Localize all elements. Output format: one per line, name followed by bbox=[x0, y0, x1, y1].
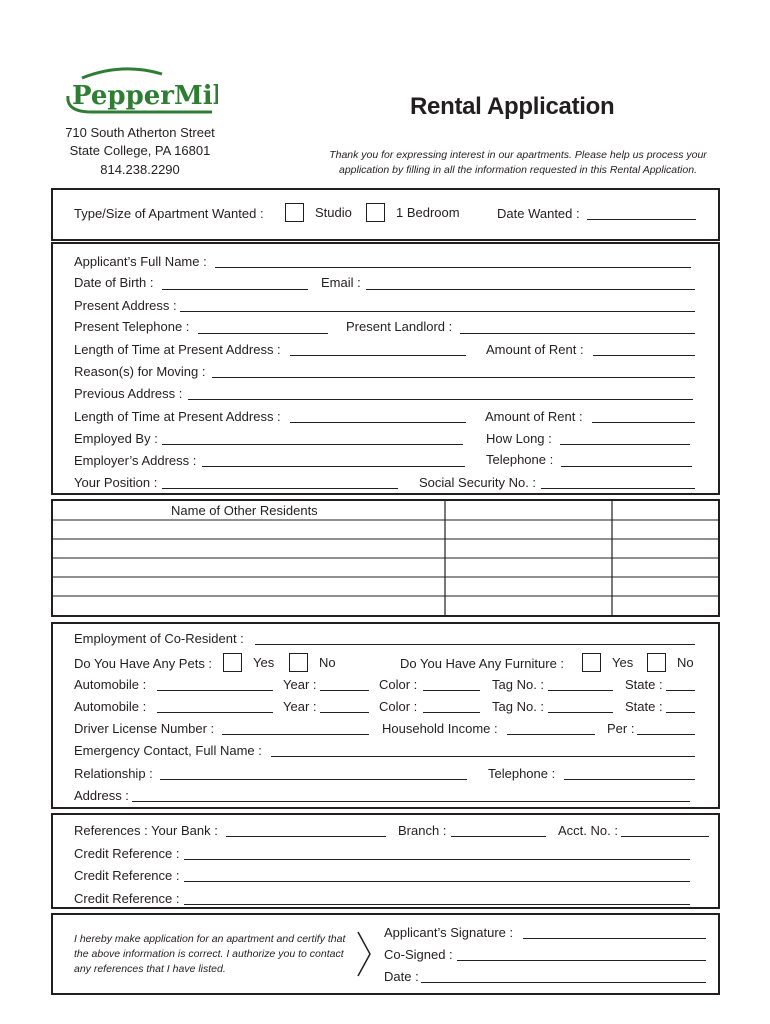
how-long-label: How Long : bbox=[486, 431, 552, 446]
studio-checkbox[interactable] bbox=[285, 203, 304, 222]
employed-by-field[interactable] bbox=[162, 444, 463, 445]
telephone-label: Telephone : bbox=[486, 452, 554, 467]
credit-reference-1-field[interactable] bbox=[184, 859, 690, 860]
email-field[interactable] bbox=[366, 289, 695, 290]
dob-field[interactable] bbox=[162, 289, 308, 290]
furniture-no-label: No bbox=[677, 655, 694, 670]
present-landlord-label: Present Landlord : bbox=[346, 319, 453, 334]
your-position-field[interactable] bbox=[162, 488, 398, 489]
studio-label: Studio bbox=[315, 205, 352, 220]
logo-text: PepperMill bbox=[72, 81, 218, 111]
residents-table bbox=[51, 499, 720, 617]
email-label: Email : bbox=[321, 275, 361, 290]
your-bank-field[interactable] bbox=[226, 836, 386, 837]
co-signed-field[interactable] bbox=[457, 960, 706, 961]
credit-reference-2-label: Credit Reference : bbox=[74, 868, 180, 883]
color-1-field[interactable] bbox=[423, 690, 480, 691]
reasons-moving-field[interactable] bbox=[212, 377, 695, 378]
length-time-2-label: Length of Time at Present Address : bbox=[74, 409, 281, 424]
furniture-label: Do You Have Any Furniture : bbox=[400, 656, 565, 671]
emergency-contact-field[interactable] bbox=[271, 756, 695, 757]
address-field[interactable] bbox=[132, 801, 690, 802]
tag-1-field[interactable] bbox=[548, 690, 613, 691]
page-title: Rental Application bbox=[410, 93, 615, 120]
branch-field[interactable] bbox=[451, 836, 546, 837]
how-long-field[interactable] bbox=[560, 444, 690, 445]
state-1-field[interactable] bbox=[666, 690, 695, 691]
acct-no-label: Acct. No. : bbox=[558, 823, 618, 838]
co-signed-label: Co-Signed : bbox=[384, 947, 453, 962]
employer-address-label: Employer’s Address : bbox=[74, 453, 197, 468]
full-name-field[interactable] bbox=[215, 267, 691, 268]
furniture-no-checkbox[interactable] bbox=[647, 653, 666, 672]
applicant-signature-field[interactable] bbox=[523, 938, 706, 939]
address-line-1: 710 South Atherton Street bbox=[65, 125, 215, 140]
applicant-signature-label: Applicant’s Signature : bbox=[384, 925, 514, 940]
automobile-2-field[interactable] bbox=[157, 712, 273, 713]
pets-no-label: No bbox=[319, 655, 336, 670]
address-line-2: State College, PA 16801 bbox=[69, 143, 211, 158]
amount-rent-2-label: Amount of Rent : bbox=[485, 409, 583, 424]
credit-reference-3-label: Credit Reference : bbox=[74, 891, 180, 906]
state-2-field[interactable] bbox=[666, 712, 695, 713]
residents-header: Name of Other Residents bbox=[171, 503, 318, 518]
coresident-employment-label: Employment of Co-Resident : bbox=[74, 631, 244, 646]
your-bank-label: References : Your Bank : bbox=[74, 823, 218, 838]
date-field[interactable] bbox=[421, 982, 706, 983]
color-2-field[interactable] bbox=[423, 712, 480, 713]
credit-reference-1-label: Credit Reference : bbox=[74, 846, 180, 861]
color-1-label: Color : bbox=[379, 677, 418, 692]
employer-address-field[interactable] bbox=[202, 466, 465, 467]
certification-text: I hereby make application for an apartment and certify that the above information is correct. I authorize you to contact any references that I have listed. bbox=[74, 933, 346, 975]
state-2-label: State : bbox=[625, 699, 663, 714]
emergency-telephone-field[interactable] bbox=[564, 779, 695, 780]
pets-label: Do You Have Any Pets : bbox=[74, 656, 213, 671]
present-telephone-label: Present Telephone : bbox=[74, 319, 190, 334]
coresident-employment-field[interactable] bbox=[255, 644, 695, 645]
present-telephone-field[interactable] bbox=[198, 333, 328, 334]
one-bedroom-checkbox[interactable] bbox=[366, 203, 385, 222]
one-bedroom-label: 1 Bedroom bbox=[396, 205, 460, 220]
state-1-label: State : bbox=[625, 677, 663, 692]
present-address-label: Present Address : bbox=[74, 298, 177, 313]
length-time-1-field[interactable] bbox=[290, 355, 466, 356]
furniture-yes-label: Yes bbox=[612, 655, 634, 670]
pets-no-checkbox[interactable] bbox=[289, 653, 308, 672]
previous-address-label: Previous Address : bbox=[74, 386, 183, 401]
year-2-label: Year : bbox=[283, 699, 317, 714]
year-1-field[interactable] bbox=[320, 690, 369, 691]
present-landlord-field[interactable] bbox=[460, 333, 695, 334]
address-label: Address : bbox=[74, 788, 129, 803]
automobile-1-field[interactable] bbox=[157, 690, 273, 691]
amount-rent-1-field[interactable] bbox=[593, 355, 695, 356]
tag-2-field[interactable] bbox=[548, 712, 613, 713]
length-time-1-label: Length of Time at Present Address : bbox=[74, 342, 281, 357]
driver-license-field[interactable] bbox=[222, 734, 369, 735]
tag-2-label: Tag No. : bbox=[492, 699, 545, 714]
emergency-contact-label: Emergency Contact, Full Name : bbox=[74, 743, 262, 758]
credit-reference-2-field[interactable] bbox=[184, 881, 690, 882]
per-field[interactable] bbox=[637, 734, 695, 735]
telephone-field[interactable] bbox=[561, 466, 692, 467]
date-label: Date : bbox=[384, 969, 419, 984]
date-wanted-field[interactable] bbox=[587, 219, 696, 220]
reasons-moving-label: Reason(s) for Moving : bbox=[74, 364, 206, 379]
automobile-2-label: Automobile : bbox=[74, 699, 147, 714]
date-wanted-label: Date Wanted : bbox=[497, 206, 580, 221]
pets-yes-checkbox[interactable] bbox=[223, 653, 242, 672]
driver-license-label: Driver License Number : bbox=[74, 721, 215, 736]
automobile-1-label: Automobile : bbox=[74, 677, 147, 692]
phone-number: 814.238.2290 bbox=[100, 162, 180, 177]
year-2-field[interactable] bbox=[320, 712, 369, 713]
ssn-field[interactable] bbox=[541, 488, 695, 489]
household-income-label: Household Income : bbox=[382, 721, 498, 736]
pets-yes-label: Yes bbox=[253, 655, 275, 670]
relationship-label: Relationship : bbox=[74, 766, 153, 781]
furniture-yes-checkbox[interactable] bbox=[582, 653, 601, 672]
per-label: Per : bbox=[607, 721, 635, 736]
your-position-label: Your Position : bbox=[74, 475, 158, 490]
year-1-label: Year : bbox=[283, 677, 317, 692]
length-time-2-field[interactable] bbox=[290, 422, 466, 423]
full-name-label: Applicant’s Full Name : bbox=[74, 254, 207, 269]
acct-no-field[interactable] bbox=[621, 836, 709, 837]
household-income-field[interactable] bbox=[507, 734, 595, 735]
present-address-field[interactable] bbox=[180, 311, 695, 312]
branch-label: Branch : bbox=[398, 823, 447, 838]
ssn-label: Social Security No. : bbox=[419, 475, 537, 490]
employed-by-label: Employed By : bbox=[74, 431, 158, 446]
emergency-telephone-label: Telephone : bbox=[488, 766, 556, 781]
amount-rent-1-label: Amount of Rent : bbox=[486, 342, 584, 357]
peppermill-logo bbox=[62, 66, 218, 118]
dob-label: Date of Birth : bbox=[74, 275, 154, 290]
previous-address-field[interactable] bbox=[188, 399, 693, 400]
relationship-field[interactable] bbox=[160, 779, 467, 780]
color-2-label: Color : bbox=[379, 699, 418, 714]
amount-rent-2-field[interactable] bbox=[592, 422, 695, 423]
apartment-type-label: Type/Size of Apartment Wanted : bbox=[74, 206, 264, 221]
chevron-right-icon bbox=[356, 930, 372, 978]
credit-reference-3-field[interactable] bbox=[184, 904, 690, 905]
tag-1-label: Tag No. : bbox=[492, 677, 545, 692]
intro-text: Thank you for expressing interest in our apartments. Please help us process your application by filling in all the information requested in this Rental Application. bbox=[329, 149, 707, 176]
